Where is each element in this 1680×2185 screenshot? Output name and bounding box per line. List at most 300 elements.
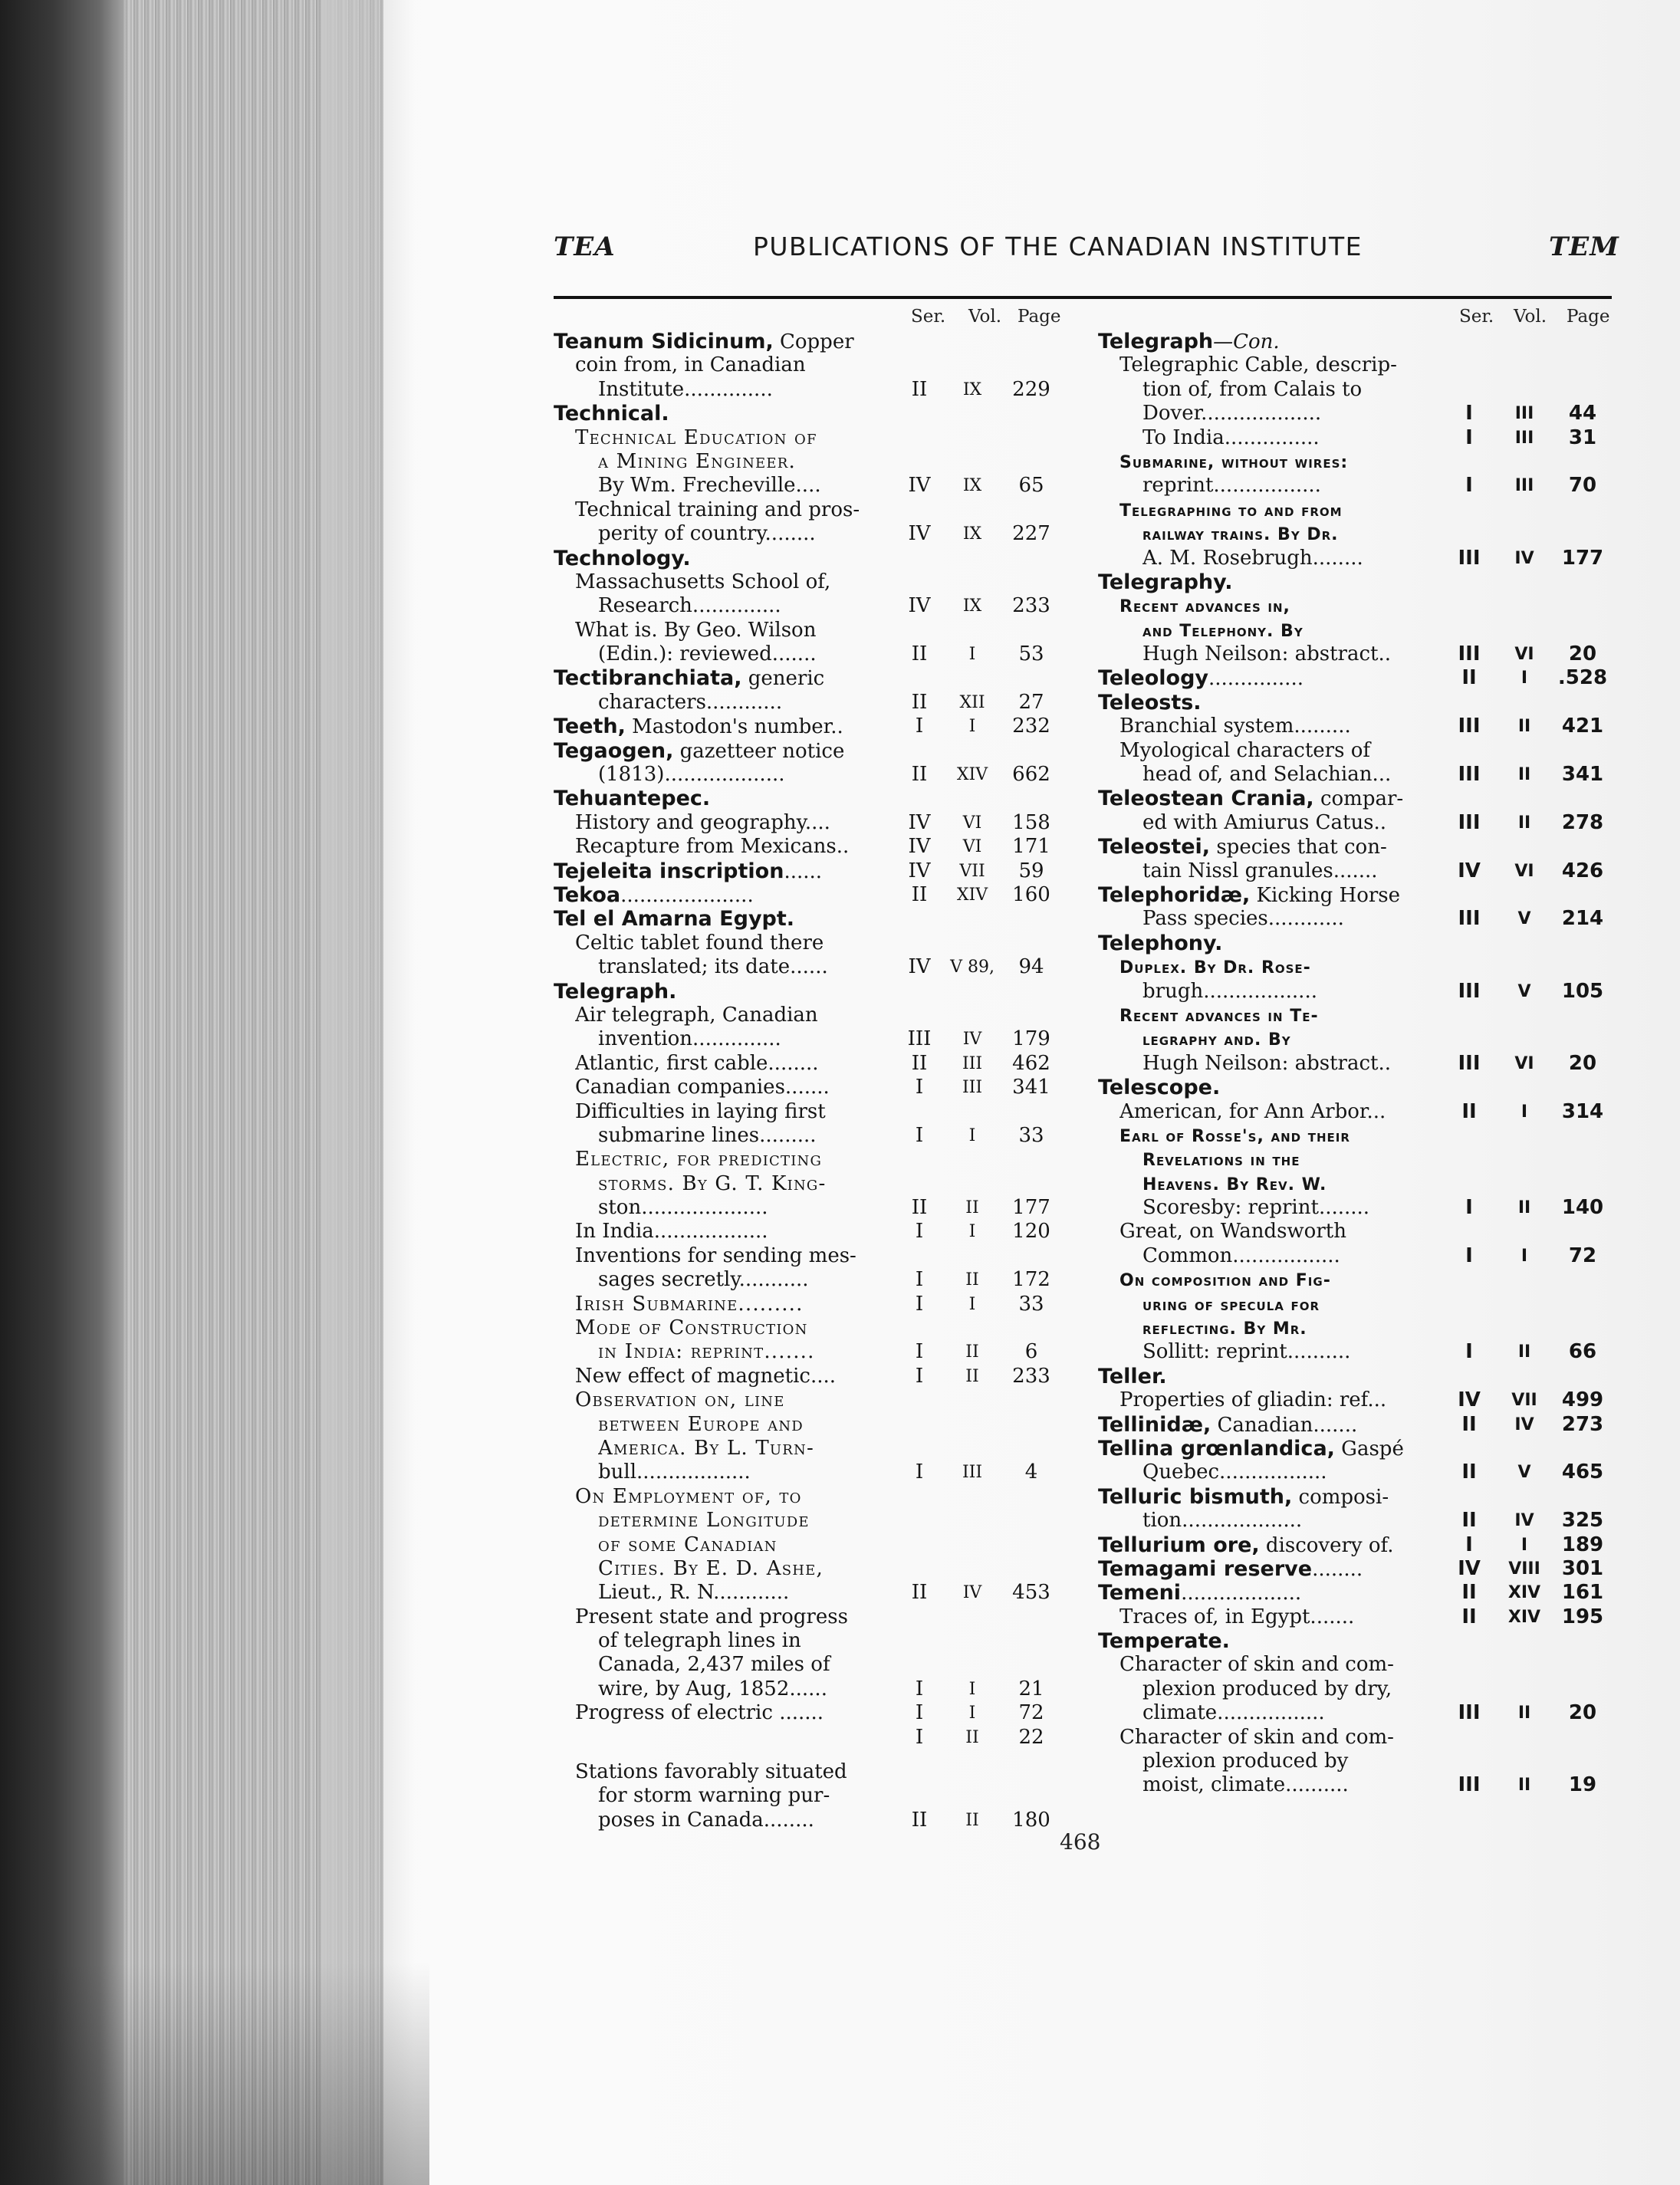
index-column-right: [1098, 307, 1609, 1798]
entry-term: of some Canadian: [598, 1533, 778, 1556]
ser-header: Ser.: [1459, 307, 1494, 327]
entry-text: [1119, 1124, 1445, 1148]
entry-text: [575, 1293, 894, 1316]
entry-term: tion...................: [1142, 1509, 1303, 1533]
volume-number: IV: [962, 1583, 982, 1603]
header-rule: [554, 296, 1612, 299]
page-reference: 189: [1561, 1533, 1604, 1556]
entry-text: [575, 1244, 894, 1268]
entry-term: Revelations in the: [1142, 1151, 1300, 1171]
index-line: [554, 1268, 1060, 1292]
page-reference: 341: [1012, 1076, 1050, 1099]
series-number: III: [1458, 763, 1481, 787]
index-line: [1098, 715, 1609, 738]
entry-term: Tekoa: [554, 882, 621, 907]
page-reference: 179: [1012, 1027, 1050, 1051]
entry-term: Telephony.: [1098, 931, 1223, 955]
volume-number: II: [965, 1727, 979, 1747]
index-column-left: [554, 307, 1060, 1832]
page-reference: 177: [1012, 1196, 1050, 1220]
entry-term: A. M. Rosebrugh........: [1142, 546, 1363, 570]
index-line: [554, 907, 1060, 931]
entry-term: To India...............: [1142, 426, 1320, 449]
entry-heading: [554, 715, 894, 739]
page-reference: 171: [1012, 835, 1050, 859]
entry-heading: [1098, 1533, 1445, 1558]
entry-term: Irish Submarine.........: [575, 1292, 804, 1316]
entry-term: characters............: [598, 690, 783, 714]
entry-term: legraphy and. By: [1142, 1030, 1291, 1050]
index-line: [1098, 835, 1609, 859]
index-line: [1098, 1196, 1609, 1220]
entry-text: [1119, 1605, 1445, 1629]
series-number: II: [911, 377, 928, 401]
index-line: [554, 811, 1060, 835]
entry-term: Temagami reserve: [1098, 1556, 1313, 1581]
entry-term: By Wm. Frecheville....: [598, 474, 821, 498]
series-number: I: [1465, 1533, 1473, 1556]
entry-text: [598, 378, 894, 402]
entry-text: [1119, 1220, 1445, 1244]
index-line: [554, 1677, 1060, 1701]
page-reference: 453: [1012, 1581, 1050, 1605]
page-reference: 4: [1024, 1460, 1038, 1484]
entry-text: [1142, 1340, 1445, 1364]
volume-number: IV: [1514, 548, 1534, 568]
index-line: [554, 1100, 1060, 1124]
index-line: [1098, 619, 1609, 642]
index-line: [1098, 1437, 1609, 1460]
index-line: [554, 619, 1060, 642]
entry-heading: [1098, 330, 1445, 354]
entry-description: composi-: [1292, 1485, 1389, 1509]
entry-heading: [554, 883, 894, 908]
entry-text: [1119, 715, 1445, 738]
series-number: III: [1458, 1701, 1481, 1725]
vol-header: Vol.: [968, 307, 1002, 327]
index-line: [1098, 1148, 1609, 1171]
series-number: IV: [908, 810, 931, 834]
entry-term: Character of skin and com-: [1119, 1725, 1394, 1749]
index-line: [554, 1629, 1060, 1653]
entry-text: [1119, 1726, 1445, 1750]
entry-term: invention..............: [598, 1027, 781, 1051]
volume-number: VI: [1514, 861, 1534, 881]
entry-term: head of, and Selachian...: [1142, 763, 1392, 787]
index-line: [1098, 1773, 1609, 1797]
volume-number: II: [1517, 1342, 1531, 1362]
entry-term: uring of specula for: [1142, 1295, 1320, 1315]
index-line: [554, 883, 1060, 907]
index-line: [554, 1581, 1060, 1605]
ser-header: Ser.: [911, 307, 946, 327]
page-reference: 20: [1568, 642, 1597, 666]
series-number: IV: [908, 955, 931, 979]
entry-term: What is. By Geo. Wilson: [575, 618, 817, 642]
entry-text: [1142, 378, 1445, 402]
page-reference: 21: [1018, 1677, 1044, 1700]
entry-text: [1142, 522, 1445, 547]
index-line: [554, 1052, 1060, 1076]
series-number: IV: [908, 594, 931, 618]
entry-text: [1142, 859, 1445, 883]
column-header: [1098, 307, 1609, 330]
index-line: [1098, 1413, 1609, 1437]
volume-number: I: [1521, 669, 1528, 688]
entry-term: wire, by Aug, 1852......: [598, 1677, 827, 1700]
series-number: II: [1461, 1099, 1477, 1123]
entry-term: Recent advances in,: [1119, 597, 1290, 617]
entry-term: Mode of Construction: [575, 1316, 808, 1340]
entry-description: species that con-: [1210, 836, 1387, 859]
volume-number: I: [968, 1679, 976, 1699]
entry-description: ...............: [1208, 667, 1304, 691]
volume-number: I: [968, 1704, 976, 1723]
entry-text: [598, 1677, 894, 1701]
entry-term: Technology.: [554, 546, 691, 570]
series-number: I: [915, 1076, 924, 1099]
series-number: II: [911, 1196, 928, 1220]
index-line: [1098, 498, 1609, 522]
index-line: [1098, 666, 1609, 690]
entry-term: Electric, for predicting: [575, 1148, 823, 1171]
entry-term: Stations favorably situated: [575, 1760, 847, 1784]
entry-heading: [1098, 1437, 1445, 1461]
index-line: [554, 715, 1060, 738]
volume-number: VI: [1514, 1053, 1534, 1073]
page-header: Page: [1567, 307, 1610, 327]
volume-number: I: [968, 717, 976, 737]
entry-text: [1142, 1052, 1445, 1076]
series-number: III: [1458, 715, 1481, 738]
entry-description: ...................: [1181, 1582, 1302, 1605]
index-line: [1098, 1509, 1609, 1533]
volume-number: III: [962, 1463, 983, 1483]
entry-term: Tegaogen,: [554, 738, 674, 763]
entry-text: [1142, 907, 1445, 931]
entry-term: On composition and Fig-: [1119, 1271, 1331, 1291]
index-line: [1098, 1581, 1609, 1605]
index-line: [1098, 570, 1609, 594]
index-entries-left: [554, 330, 1060, 1832]
entry-text: [598, 1581, 894, 1605]
index-line: [1098, 330, 1609, 353]
volume-number: II: [965, 1270, 979, 1290]
entry-text: [1142, 763, 1445, 787]
page-reference: 195: [1561, 1605, 1604, 1628]
entry-text: [598, 1533, 894, 1557]
entry-term: (Edin.): reviewed.......: [598, 642, 817, 666]
index-line: [1098, 1293, 1609, 1316]
page-reference: 140: [1561, 1196, 1604, 1220]
index-line: [1098, 1653, 1609, 1677]
entry-term: Cities. By E. D. Ashe,: [598, 1556, 824, 1580]
series-number: III: [1458, 810, 1481, 834]
series-number: II: [1461, 1605, 1477, 1628]
volume-number: II: [1517, 1776, 1531, 1796]
vol-header: Vol.: [1514, 307, 1547, 327]
entry-description: gazetteer notice: [673, 739, 845, 763]
entry-heading: [1098, 787, 1445, 811]
entry-term: Teleology: [1098, 666, 1208, 691]
entry-term: Great, on Wandsworth: [1119, 1220, 1346, 1244]
entry-term: coin from, in Canadian: [575, 353, 806, 377]
page-reference: 180: [1012, 1808, 1050, 1832]
series-number: I: [915, 1340, 924, 1364]
series-number: I: [915, 715, 924, 738]
entry-text: [575, 1148, 894, 1171]
entry-text: [598, 642, 894, 666]
page-reference: .528: [1557, 666, 1608, 690]
volume-number: IX: [962, 524, 982, 544]
entry-text: [598, 1413, 894, 1437]
entry-text: [575, 498, 894, 522]
entry-text: [575, 1365, 894, 1388]
entry-text: [575, 619, 894, 642]
index-line: [554, 1316, 1060, 1340]
volume-number: IV: [962, 1030, 982, 1050]
index-line: [554, 1533, 1060, 1557]
entry-term: Tejeleita inscription: [554, 859, 784, 883]
entry-term: Temperate.: [1098, 1629, 1230, 1654]
entry-term: Hugh Neilson: abstract..: [1142, 1051, 1392, 1075]
index-line: [554, 1196, 1060, 1220]
series-number: I: [1465, 402, 1473, 426]
entry-heading: [1098, 1557, 1445, 1582]
entry-term: Quebec.................: [1142, 1460, 1327, 1484]
series-number: II: [911, 1051, 928, 1075]
entry-term: Telluric bismuth,: [1098, 1484, 1293, 1509]
index-line: [1098, 1052, 1609, 1076]
index-line: [1098, 1533, 1609, 1557]
index-line: [1098, 1726, 1609, 1750]
page-reference: 44: [1568, 402, 1597, 426]
page-reference: 160: [1012, 882, 1050, 906]
index-line: [1098, 1268, 1609, 1292]
entry-term: Massachusetts School of,: [575, 570, 831, 593]
volume-number: III: [1514, 404, 1534, 424]
volume-number: II: [1517, 1198, 1531, 1218]
volume-number: II: [1517, 813, 1531, 833]
index-line: [554, 1076, 1060, 1099]
index-line: [1098, 1605, 1609, 1629]
index-line: [554, 1653, 1060, 1677]
index-line: [554, 594, 1060, 618]
entry-term: storms. By G. T. King-: [598, 1171, 827, 1195]
series-number: I: [915, 1292, 924, 1316]
entry-description: —Con.: [1213, 330, 1280, 353]
series-number: II: [1461, 1509, 1477, 1533]
entry-text: [1142, 1027, 1445, 1052]
index-line: [554, 547, 1060, 570]
entry-term: Tel el Amarna Egypt.: [554, 907, 795, 932]
index-line: [1098, 1100, 1609, 1124]
series-number: IV: [908, 835, 931, 859]
entry-term: reflecting. By Mr.: [1142, 1319, 1307, 1339]
entry-term: Celtic tablet found there: [575, 931, 824, 955]
entry-text: [598, 450, 894, 474]
page-reference: 120: [1012, 1220, 1050, 1244]
index-line: [1098, 883, 1609, 907]
index-line: [554, 763, 1060, 787]
series-number: II: [911, 1581, 928, 1605]
volume-number: III: [962, 1053, 983, 1073]
index-line: [554, 402, 1060, 426]
entry-text: [1142, 1244, 1445, 1268]
entry-term: Technical.: [554, 402, 669, 426]
entry-heading: [554, 739, 894, 764]
entry-text: [1119, 1100, 1445, 1124]
page-reference: 233: [1012, 594, 1050, 618]
entry-term: between Europe and: [598, 1412, 804, 1436]
page-reference: 278: [1561, 810, 1604, 834]
volume-number: I: [1521, 1535, 1528, 1555]
page-reference: 214: [1561, 907, 1604, 931]
entry-term: Heavens. By Rev. W.: [1142, 1175, 1327, 1194]
entry-term: Recapture from Mexicans..: [575, 835, 850, 859]
entry-text: [575, 1388, 894, 1412]
series-number: III: [1458, 642, 1481, 666]
entry-text: [1142, 642, 1445, 666]
series-number: III: [907, 1027, 932, 1051]
volume-number: V: [1517, 909, 1531, 929]
entry-term: and Telephony. By: [1142, 621, 1304, 641]
entry-text: [575, 811, 894, 835]
volume-number: II: [1517, 717, 1531, 737]
entry-term: Earl of Rosse's, and their: [1119, 1126, 1350, 1146]
page-reference: 465: [1561, 1460, 1604, 1484]
index-line: [1098, 642, 1609, 666]
series-number: III: [1458, 1773, 1481, 1797]
volume-number: I: [1521, 1102, 1528, 1122]
entry-text: [1142, 980, 1445, 1004]
index-line: [554, 932, 1060, 955]
index-line: [1098, 547, 1609, 570]
entry-term: Teleosts.: [1098, 690, 1202, 715]
entry-term: Canadian companies.......: [575, 1076, 830, 1099]
series-number: I: [1465, 1244, 1473, 1267]
entry-term: Branchial system.........: [1119, 715, 1351, 738]
volume-number: VIII: [1508, 1559, 1540, 1579]
page-reference: 59: [1018, 859, 1044, 882]
page-reference: 65: [1018, 474, 1044, 498]
entry-text: [1142, 1677, 1445, 1701]
index-line: [554, 739, 1060, 763]
entry-heading: [554, 666, 894, 691]
series-number: I: [915, 1725, 924, 1749]
entry-term: Temeni: [1098, 1581, 1182, 1605]
entry-term: Teleostei,: [1098, 835, 1211, 859]
entry-text: [1142, 547, 1445, 570]
index-line: [1098, 1677, 1609, 1701]
entry-term: Tellinidæ,: [1098, 1412, 1212, 1437]
index-line: [554, 426, 1060, 450]
index-line: [1098, 859, 1609, 883]
entry-term: America. By L. Turn-: [598, 1436, 814, 1460]
page-reference: 227: [1012, 522, 1050, 546]
series-number: II: [911, 690, 928, 714]
series-number: I: [915, 1701, 924, 1725]
page-reference: 27: [1018, 690, 1044, 714]
entry-text: [1119, 498, 1445, 523]
entry-term: in India: reprint.......: [598, 1340, 815, 1364]
entry-text: [598, 1809, 894, 1832]
entry-text: [598, 1340, 894, 1364]
entry-text: [1142, 1316, 1445, 1341]
entry-description: Kicking Horse: [1250, 883, 1401, 907]
entry-text: [575, 1052, 894, 1076]
entry-heading: [1098, 691, 1445, 715]
series-number: I: [915, 1677, 924, 1700]
series-number: I: [915, 1123, 924, 1147]
index-line: [554, 691, 1060, 715]
index-line: [554, 1124, 1060, 1148]
entry-heading: [1098, 666, 1445, 691]
entry-text: [1142, 619, 1445, 643]
running-head-right: TEM: [1549, 232, 1619, 262]
entry-term: Pass species............: [1142, 907, 1344, 931]
entry-heading: [1098, 883, 1445, 908]
entry-heading: [1098, 835, 1445, 859]
entry-text: [1119, 1268, 1445, 1293]
index-line: [554, 1388, 1060, 1412]
entry-text: [1142, 1460, 1445, 1484]
entry-term: New effect of magnetic....: [575, 1364, 837, 1388]
entry-text: [575, 1076, 894, 1099]
entry-description: ......: [784, 859, 823, 883]
index-line: [554, 353, 1060, 377]
entry-text: [598, 594, 894, 618]
entry-text: [598, 1509, 894, 1533]
index-line: [554, 450, 1060, 474]
entry-term: Hugh Neilson: abstract..: [1142, 642, 1392, 666]
index-line: [554, 498, 1060, 522]
index-line: [554, 570, 1060, 594]
series-number: I: [915, 1364, 924, 1388]
entry-text: [575, 1701, 894, 1725]
entry-heading: [1098, 1485, 1445, 1510]
series-number: IV: [908, 859, 931, 882]
entry-term: plexion produced by: [1142, 1750, 1349, 1773]
entry-heading: [554, 787, 894, 811]
volume-number: V: [1517, 981, 1531, 1001]
series-number: I: [1465, 1196, 1473, 1220]
entry-text: [1142, 1293, 1445, 1317]
page-reference: 172: [1012, 1268, 1050, 1292]
index-line: [1098, 1004, 1609, 1027]
index-line: [554, 980, 1060, 1004]
index-line: [1098, 1750, 1609, 1773]
series-number: II: [1461, 1460, 1477, 1484]
index-line: [1098, 787, 1609, 810]
index-line: [554, 1293, 1060, 1316]
entry-text: [1142, 1172, 1445, 1197]
volume-number: XIV: [956, 885, 988, 905]
entry-heading: [554, 547, 894, 571]
index-line: [554, 1027, 1060, 1051]
entry-term: plexion produced by dry,: [1142, 1677, 1392, 1700]
entry-term: Technical training and pros-: [575, 498, 860, 521]
entry-term: Lieut., R. N............: [598, 1581, 790, 1605]
entry-heading: [554, 907, 894, 932]
entry-heading: [554, 859, 894, 884]
entry-text: [1119, 594, 1445, 619]
series-number: I: [1465, 426, 1473, 449]
index-line: [1098, 474, 1609, 498]
entry-text: [575, 1485, 894, 1509]
index-line: [1098, 811, 1609, 835]
entry-description: Canadian.......: [1211, 1413, 1358, 1437]
